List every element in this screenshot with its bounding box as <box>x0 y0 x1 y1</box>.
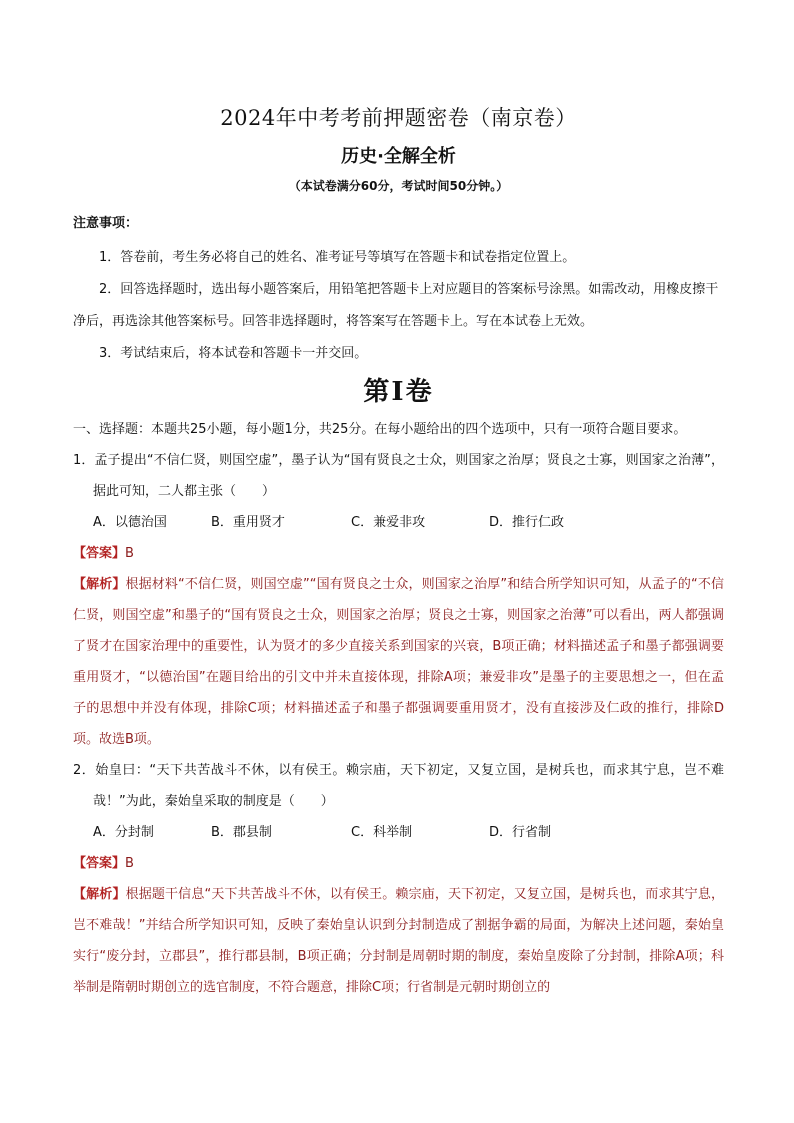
analysis-tag: 【解析】 <box>73 577 126 592</box>
answer-line <box>73 538 724 569</box>
question-options <box>73 507 724 538</box>
option-c: C．兼爱非攻 <box>351 515 426 530</box>
option-c: C．科举制 <box>351 825 413 840</box>
analysis-text <box>73 569 724 755</box>
option-d: D．行省制 <box>489 825 552 840</box>
document-subtitle: 历史·全解全析 <box>341 146 456 167</box>
notice-heading: 注意事项： <box>73 216 139 231</box>
section-intro: 一、选择题：本题共25小题，每小题1分，共25分。在每小题给出的四个选项中，只有一项符合题目要求。 <box>73 422 687 437</box>
option-a: A．分封制 <box>93 825 154 840</box>
question-stem: 1．孟子提出“不信仁贤，则国空虚”，墨子认为“国有贤良之士众，则国家之治厚；贤良之士寡，则国家之治薄”，据此可知，二人都主张（ ） <box>73 453 724 499</box>
option-a: A．以德治国 <box>93 515 167 530</box>
option-d: D．推行仁政 <box>489 515 565 530</box>
notice-item: 1．答卷前，考生务必将自己的姓名、准考证号等填写在答题卡和试卷指定位置上。 <box>99 250 576 265</box>
answer-value: B <box>125 856 134 871</box>
analysis-tag: 【解析】 <box>73 887 126 902</box>
analysis-text <box>73 879 724 1003</box>
question-stem: 2．始皇曰：“天下共苦战斗不休，以有侯王。赖宗庙，天下初定，又复立国，是树兵也，而求其宁息，岂不难哉！”为此，秦始皇采取的制度是（ ） <box>73 763 724 809</box>
notice-item: 3．考试结束后，将本试卷和答题卡一并交回。 <box>99 346 368 361</box>
option-b: B．郡县制 <box>211 825 272 840</box>
answer-value: B <box>125 546 134 561</box>
section-title: 第I卷 <box>363 377 434 407</box>
question-block <box>73 755 724 1003</box>
answer-tag: 【答案】 <box>73 856 126 871</box>
option-b: B．重用贤才 <box>211 515 285 530</box>
answer-tag: 【答案】 <box>73 546 126 561</box>
document-title: 2024年中考考前押题密卷（南京卷） <box>220 106 577 130</box>
exam-note: （本试卷满分60分，考试时间50分钟。） <box>288 179 509 193</box>
question-options <box>73 817 724 848</box>
analysis-body: 根据材料“不信仁贤，则国空虚”“国有贤良之士众，则国家之治厚”和结合所学知识可知，从孟子的“不信仁贤，则国空虚”和墨子的“国有贤良之士众，则国家之治厚；贤良之士寡，则国家之治薄”可以看出，两人都强调了贤才在国家治理中的重要性，认为贤才的多少直接关系到国家的兴衰，B项正确；材料描述孟子和墨子都强调要重用贤才，“以德治国”在题目给出的引文中并未直接体现，排除A项；兼爱非攻”是墨子的主要思想之一，但在孟子的思想中并没有体现，排除C项；材料描述孟子和墨子都强调要重用贤才，没有直接涉及仁政的推行，排除D项。故选B项。 <box>73 577 724 747</box>
analysis-body: 根据题干信息“天下共苦战斗不休，以有侯王。赖宗庙，天下初定，又复立国，是树兵也，而求其宁息，岂不难哉！”并结合所学知识可知，反映了秦始皇认识到分封制造成了割据争霸的局面，为解决上述问题，秦始皇实行“废分封，立郡县”，推行郡县制，B项正确；分封制是周朝时期的制度，秦始皇废除了分封制，排除A项；科举制是隋朝时期创立的选官制度，不符合题意，排除C项；行省制是元朝时期创立的 <box>73 887 724 995</box>
answer-line <box>73 848 724 879</box>
notice-item: 2．回答选择题时，选出每小题答案后，用铅笔把答题卡上对应题目的答案标号涂黑。如需改动，用橡皮擦干净后，再选涂其他答案标号。回答非选择题时，将答案写在答题卡上。写在本试卷上无效。 <box>73 282 719 329</box>
question-block <box>73 445 724 755</box>
